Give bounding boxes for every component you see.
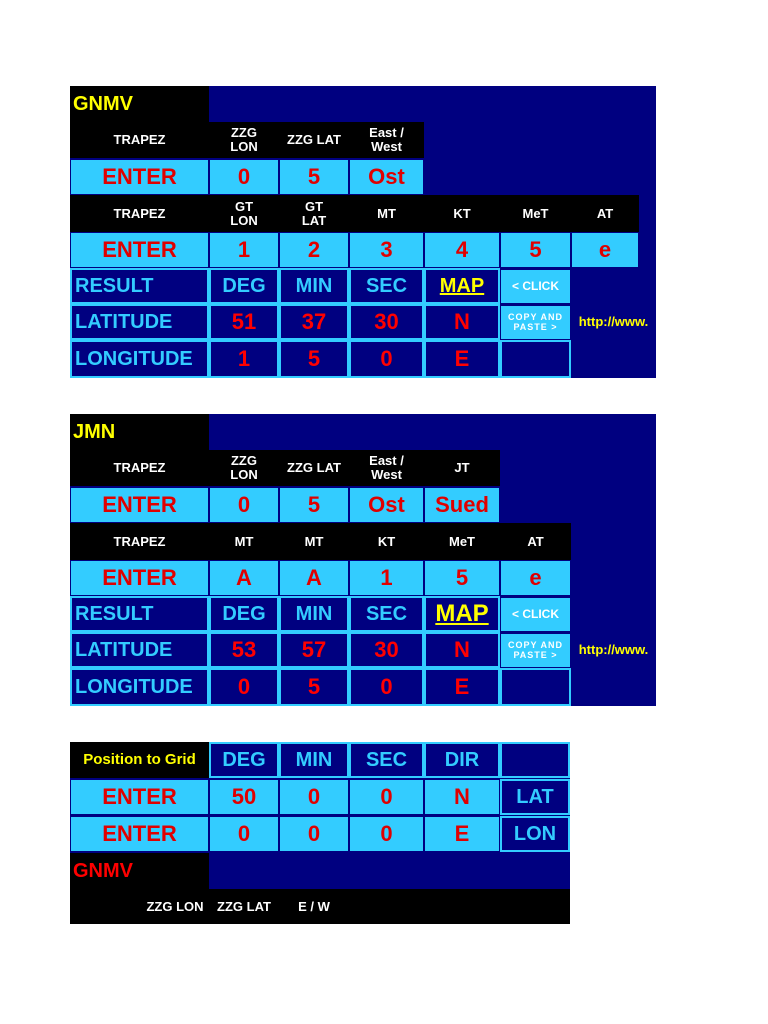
gnmv-header-gt-lat: GT LAT — [279, 195, 349, 232]
gnmv-header-trapez-2: TRAPEZ — [70, 195, 209, 232]
gnmv-met-input[interactable]: 5 — [500, 232, 571, 268]
ptg-lat-min-input[interactable]: 0 — [279, 779, 349, 815]
jmn-enter-label-2: ENTER — [70, 560, 209, 596]
jmn-latitude-deg: 53 — [209, 632, 279, 668]
gnmv-gt-lat-input[interactable]: 2 — [279, 232, 349, 268]
ptg-lon-deg-input[interactable]: 0 — [209, 816, 279, 852]
gnmv-deg-header: DEG — [209, 268, 279, 304]
jmn-header-trapez: TRAPEZ — [70, 450, 209, 486]
jmn-mt-1-input[interactable]: A — [209, 560, 279, 596]
gnmv-url-link[interactable]: http://www. — [578, 314, 649, 330]
jmn-latitude-label: LATITUDE — [70, 632, 209, 668]
ptg-lat-sec-input[interactable]: 0 — [349, 779, 424, 815]
gnmv-header-at: AT — [571, 195, 639, 232]
ptg-lon-sec-input[interactable]: 0 — [349, 816, 424, 852]
jmn-header-mt-1: MT — [209, 523, 279, 560]
jmn-east-west-input[interactable]: Ost — [349, 487, 424, 523]
gnmv-header-trapez: TRAPEZ — [70, 122, 209, 158]
jmn-latitude-dir: N — [424, 632, 500, 668]
ptg-result-zzg-lon: ZZG LON — [140, 889, 210, 924]
ptg-result-e-w: E / W — [279, 889, 349, 924]
jmn-result-label: RESULT — [70, 596, 209, 632]
gnmv-header-kt: KT — [424, 195, 500, 232]
ptg-lon-min-input[interactable]: 0 — [279, 816, 349, 852]
jmn-longitude-deg: 0 — [209, 668, 279, 706]
gnmv-enter-label-2: ENTER — [70, 232, 209, 268]
jmn-longitude-dir: E — [424, 668, 500, 706]
gnmv-title: GNMV — [70, 86, 209, 122]
gnmv-enter-label-1: ENTER — [70, 159, 209, 195]
jmn-panel — [70, 414, 656, 706]
jmn-sec-header: SEC — [349, 596, 424, 632]
jmn-url-link[interactable]: http://www. — [578, 642, 649, 658]
gnmv-longitude-label: LONGITUDE — [70, 340, 209, 378]
jmn-met-input[interactable]: 5 — [424, 560, 500, 596]
gnmv-header-zzg-lat: ZZG LAT — [279, 122, 349, 158]
gnmv-longitude-deg: 1 — [209, 340, 279, 378]
jmn-header-met: MeT — [424, 523, 500, 560]
gnmv-header-zzg-lon: ZZG LON — [209, 122, 279, 158]
jmn-copy-paste-button[interactable]: COPY AND PASTE > — [500, 633, 571, 668]
jmn-deg-header: DEG — [209, 596, 279, 632]
jmn-header-kt: KT — [349, 523, 424, 560]
gnmv-zzg-lon-input[interactable]: 0 — [209, 159, 279, 195]
jmn-min-header: MIN — [279, 596, 349, 632]
jmn-header-mt-2: MT — [279, 523, 349, 560]
position-to-grid-title: Position to Grid — [70, 742, 209, 778]
ptg-lat-dir-input[interactable]: N — [424, 779, 500, 815]
jmn-latitude-sec: 30 — [349, 632, 424, 668]
jmn-map-link[interactable]: MAP — [424, 596, 500, 632]
gnmv-min-header: MIN — [279, 268, 349, 304]
ptg-sec-header: SEC — [349, 742, 424, 778]
gnmv-zzg-lat-input[interactable]: 5 — [279, 159, 349, 195]
ptg-lat-label: LAT — [500, 779, 570, 815]
gnmv-at-input[interactable]: e — [571, 232, 639, 268]
gnmv-header-mt: MT — [349, 195, 424, 232]
ptg-lon-dir-input[interactable]: E — [424, 816, 500, 852]
jmn-longitude-min: 5 — [279, 668, 349, 706]
ptg-enter-lon-label: ENTER — [70, 816, 209, 852]
ptg-result-title: GNMV — [70, 853, 209, 889]
gnmv-latitude-sec: 30 — [349, 304, 424, 340]
gnmv-longitude-min: 5 — [279, 340, 349, 378]
jmn-click-button[interactable]: < CLICK — [500, 597, 571, 632]
jmn-title: JMN — [70, 414, 209, 450]
gnmv-latitude-dir: N — [424, 304, 500, 340]
jmn-header-east-west: East / West — [349, 450, 424, 486]
jmn-longitude-empty — [500, 668, 571, 706]
jmn-latitude-min: 57 — [279, 632, 349, 668]
gnmv-east-west-input[interactable]: Ost — [349, 159, 424, 195]
jmn-mt-2-input[interactable]: A — [279, 560, 349, 596]
gnmv-header-east-west: East / West — [349, 122, 424, 158]
jmn-zzg-lat-input[interactable]: 5 — [279, 487, 349, 523]
jmn-header-trapez-2: TRAPEZ — [70, 523, 209, 560]
gnmv-map-link[interactable]: MAP — [424, 268, 500, 304]
jmn-header-at: AT — [500, 523, 571, 560]
ptg-dir-header: DIR — [424, 742, 500, 778]
jmn-enter-label-1: ENTER — [70, 487, 209, 523]
gnmv-copy-paste-button[interactable]: COPY AND PASTE > — [500, 305, 571, 340]
gnmv-latitude-deg: 51 — [209, 304, 279, 340]
gnmv-latitude-label: LATITUDE — [70, 304, 209, 340]
gnmv-sec-header: SEC — [349, 268, 424, 304]
ptg-lon-label: LON — [500, 816, 570, 852]
gnmv-longitude-dir: E — [424, 340, 500, 378]
jmn-header-zzg-lat: ZZG LAT — [279, 450, 349, 486]
gnmv-longitude-sec: 0 — [349, 340, 424, 378]
ptg-lat-deg-input[interactable]: 50 — [209, 779, 279, 815]
gnmv-result-label: RESULT — [70, 268, 209, 304]
jmn-header-jt: JT — [424, 450, 500, 486]
ptg-min-header: MIN — [279, 742, 349, 778]
ptg-result-zzg-lat: ZZG LAT — [209, 889, 279, 924]
jmn-zzg-lon-input[interactable]: 0 — [209, 487, 279, 523]
gnmv-longitude-empty — [500, 340, 571, 378]
position-to-grid-panel — [70, 742, 570, 924]
ptg-header-empty — [500, 742, 570, 778]
gnmv-header-met: MeT — [500, 195, 571, 232]
jmn-jt-input[interactable]: Sued — [424, 487, 500, 523]
ptg-enter-lat-label: ENTER — [70, 779, 209, 815]
gnmv-latitude-min: 37 — [279, 304, 349, 340]
jmn-header-zzg-lon: ZZG LON — [209, 450, 279, 486]
gnmv-gt-lon-input[interactable]: 1 — [209, 232, 279, 268]
gnmv-click-button[interactable]: < CLICK — [500, 269, 571, 304]
gnmv-panel — [70, 86, 656, 378]
gnmv-kt-input[interactable]: 4 — [424, 232, 500, 268]
jmn-kt-input[interactable]: 1 — [349, 560, 424, 596]
jmn-longitude-label: LONGITUDE — [70, 668, 209, 706]
jmn-at-input[interactable]: e — [500, 560, 571, 596]
ptg-deg-header: DEG — [209, 742, 279, 778]
gnmv-header-gt-lon: GT LON — [209, 195, 279, 232]
jmn-longitude-sec: 0 — [349, 668, 424, 706]
gnmv-mt-input[interactable]: 3 — [349, 232, 424, 268]
